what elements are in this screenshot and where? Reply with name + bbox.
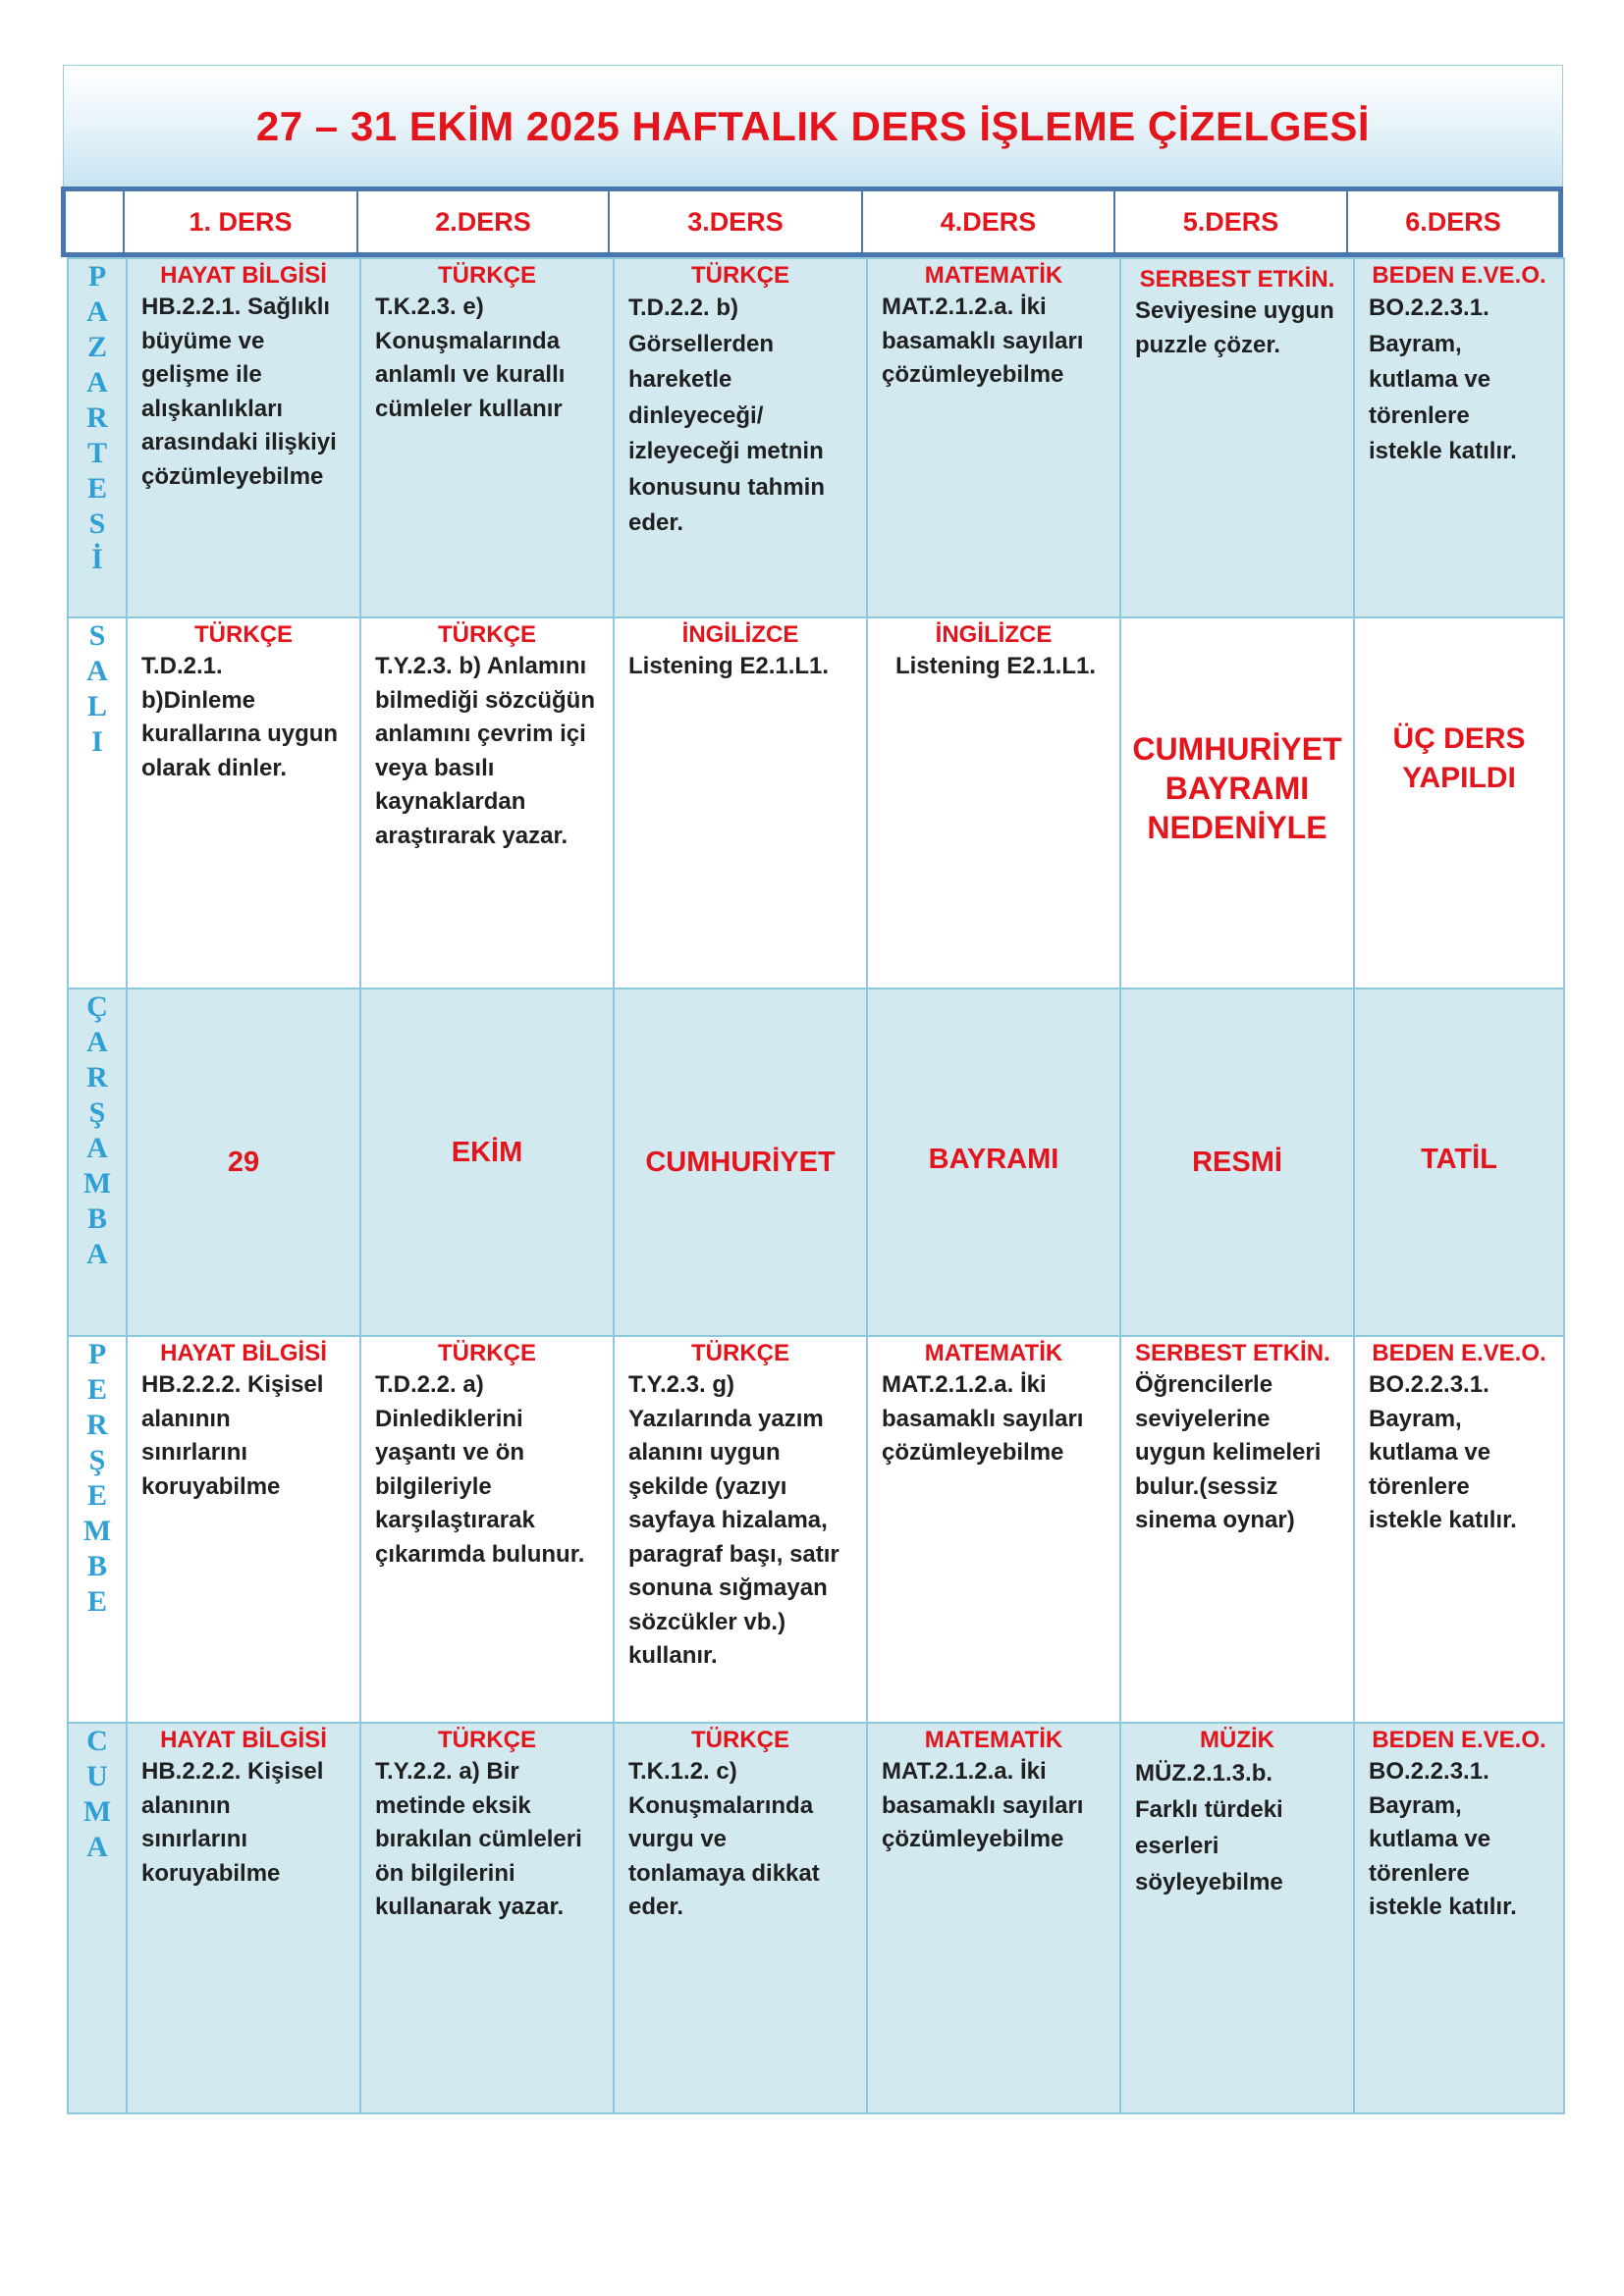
day-letter: R [86, 1061, 108, 1094]
day-row-tuesday [68, 617, 1564, 988]
subject-label: TÜRKÇE [691, 262, 789, 289]
subject-label: TÜRKÇE [438, 262, 536, 289]
header-lesson-6: 6.DERS [1346, 191, 1558, 252]
subject-label: SERBEST ETKİN. [1139, 266, 1335, 293]
day-letters [69, 618, 126, 760]
lesson-cell [360, 617, 614, 988]
objective-text: T.Y.2.3. g) Yazılarında yazım alanını uygun şekilde (yazıyı sayfaya hizalama, paragraf başı, satır sonuna sığmayan sözcükler vb.) kullanır. [628, 1371, 839, 1669]
day-letter: Z [86, 331, 107, 363]
holiday-cell [360, 988, 614, 1336]
day-letter: E [86, 472, 107, 505]
objective-text: BO.2.2.3.1. Bayram, kutlama ve törenlere istekle katılır. [1369, 1371, 1517, 1533]
lesson-cell [614, 617, 867, 988]
day-letters [69, 1724, 126, 1865]
objective-text: MAT.2.1.2.a. İki basamaklı sayıları çözümleyebilme [882, 294, 1084, 388]
objective-text: MAT.2.1.2.a. İki basamaklı sayıları çözümleyebilme [882, 1758, 1084, 1852]
objective-text: MAT.2.1.2.a. İki basamaklı sayıları çözümleyebilme [882, 1371, 1084, 1466]
subject-label: HAYAT BİLGİSİ [160, 1727, 327, 1753]
header-lesson-5: 5.DERS [1113, 191, 1346, 252]
holiday-cell [867, 988, 1120, 1336]
subject-label: BEDEN E.VE.O. [1372, 1727, 1546, 1753]
day-row-monday [68, 258, 1564, 617]
day-letter: M [82, 1515, 112, 1547]
lesson-cell [127, 258, 360, 617]
day-letter: Ş [88, 1444, 106, 1476]
day-letter: B [86, 1202, 107, 1235]
day-letter: A [86, 295, 108, 328]
objective-text: MÜZ.2.1.3.b. Farklı türdeki eserleri söyleyebilme [1135, 1760, 1283, 1896]
day-letter: A [86, 366, 108, 399]
holiday-cell [1120, 988, 1354, 1336]
subject-label: TÜRKÇE [194, 621, 293, 648]
header-corner [66, 191, 123, 252]
day-letters [69, 1337, 126, 1620]
lesson-cell [360, 1336, 614, 1723]
holiday-note: CUMHURİYET BAYRAMI NEDENİYLE [1132, 731, 1342, 845]
day-letter: I [91, 725, 103, 758]
subject-label: HAYAT BİLGİSİ [160, 262, 327, 289]
day-letter: P [87, 1338, 107, 1370]
day-letter: A [86, 1132, 108, 1164]
day-label-wednesday [68, 988, 127, 1336]
day-letter: Ç [86, 990, 108, 1023]
holiday-word: CUMHURİYET [645, 1146, 836, 1178]
lesson-cell [1354, 1723, 1564, 2113]
day-letter: S [88, 619, 106, 652]
lesson-cell [614, 258, 867, 617]
subject-label: TÜRKÇE [691, 1727, 789, 1753]
day-letter: U [86, 1760, 108, 1792]
schedule-table [67, 257, 1565, 2114]
objective-text: HB.2.2.2. Kişisel alanının sınırlarını koruyabilme [141, 1371, 324, 1500]
day-letters [69, 259, 126, 577]
objective-text: T.D.2.2. b) Görsellerden hareketle dinleyeceği/ izleyeceği metnin konusunu tahmin eder. [628, 294, 825, 536]
header-lesson-3: 3.DERS [608, 191, 861, 252]
objective-text: Öğrencilerle seviyelerine uygun kelimeleri bulur.(sessiz sinema oynar) [1135, 1371, 1322, 1533]
day-letter: P [87, 260, 107, 293]
day-label-friday [68, 1723, 127, 2113]
subject-label: MATEMATİK [924, 1340, 1063, 1366]
objective-text: T.D.2.2. a) Dinlediklerini yaşantı ve ön bilgileriyle karşılaştırarak çıkarımda bulunur. [375, 1371, 585, 1568]
holiday-cell [127, 988, 360, 1336]
subject-label: HAYAT BİLGİSİ [160, 1340, 327, 1366]
lesson-cell [867, 617, 1120, 988]
day-letter: E [86, 1373, 107, 1406]
header-lesson-2: 2.DERS [356, 191, 608, 252]
day-letter: A [86, 1831, 108, 1863]
day-row-thursday [68, 1336, 1564, 1723]
day-letter: S [88, 507, 106, 540]
lesson-cell [614, 1336, 867, 1723]
day-letter: M [82, 1795, 112, 1828]
day-label-monday [68, 258, 127, 617]
subject-label: İNGİLİZCE [935, 621, 1053, 648]
lesson-cell [1354, 258, 1564, 617]
holiday-word: BAYRAMI [928, 1143, 1059, 1175]
objective-text: HB.2.2.1. Sağlıklı büyüme ve gelişme ile alışkanlıkları arasındaki ilişkiyi çözümleyebilme [141, 294, 337, 490]
lesson-cell [1354, 1336, 1564, 1723]
day-letter: İ [91, 543, 103, 575]
day-letter: E [86, 1585, 107, 1618]
lesson-cell [360, 258, 614, 617]
objective-text: BO.2.2.3.1. Bayram, kutlama ve törenlere istekle katılır. [1369, 294, 1517, 464]
objective-text: BO.2.2.3.1. Bayram, kutlama ve törenlere istekle katılır. [1369, 1758, 1517, 1920]
lesson-header-row [61, 187, 1563, 257]
subject-label: TÜRKÇE [438, 1340, 536, 1366]
objective-text: T.Y.2.2. a) Bir metinde eksik bırakılan cümleleri ön bilgilerini kullanarak yazar. [375, 1758, 582, 1920]
holiday-word: TATİL [1421, 1143, 1497, 1175]
holiday-cell [614, 988, 867, 1336]
objective-text: HB.2.2.2. Kişisel alanının sınırlarını koruyabilme [141, 1758, 324, 1887]
lessons-done-note: ÜÇ DERS YAPILDI [1392, 722, 1526, 794]
day-letter: M [82, 1167, 112, 1200]
day-letter: A [86, 1026, 108, 1058]
day-letter: L [86, 690, 107, 722]
page-title: 27 – 31 EKİM 2025 HAFTALIK DERS İŞLEME ÇİZELGESİ [255, 102, 1371, 149]
subject-label: MATEMATİK [924, 1727, 1063, 1753]
day-letter: C [86, 1725, 108, 1757]
subject-label: MÜZİK [1200, 1727, 1274, 1753]
objective-text: Listening E2.1.L1. [628, 653, 830, 679]
lesson-cell [127, 1723, 360, 2113]
subject-label: TÜRKÇE [691, 1340, 789, 1366]
day-row-friday [68, 1723, 1564, 2113]
header-lesson-4: 4.DERS [861, 191, 1113, 252]
day-letter: R [86, 401, 108, 434]
day-label-thursday [68, 1336, 127, 1723]
objective-text: T.K.2.3. e) Konuşmalarında anlamlı ve kurallı cümleler kullanır [375, 294, 566, 422]
title-banner [63, 65, 1563, 187]
lesson-cell [867, 258, 1120, 617]
objective-text: T.Y.2.3. b) Anlamını bilmediği sözcüğün anlamını çevrim içi veya basılı kaynaklardan araştırarak yazar. [375, 653, 596, 849]
day-letter: E [86, 1479, 107, 1512]
objective-text: Listening E2.1.L1. [894, 653, 1097, 679]
subject-label: İNGİLİZCE [681, 621, 799, 648]
day-row-wednesday [68, 988, 1564, 1336]
objective-text: T.D.2.1. b)Dinleme kurallarına uygun olarak dinler. [141, 653, 339, 781]
lesson-cell [1120, 258, 1354, 617]
lesson-cell [867, 1336, 1120, 1723]
subject-label: SERBEST ETKİN. [1135, 1340, 1330, 1366]
subject-label: TÜRKÇE [438, 621, 536, 648]
day-letter: B [86, 1550, 107, 1582]
lesson-cell [867, 1723, 1120, 2113]
day-letter: R [86, 1409, 108, 1441]
lesson-cell [360, 1723, 614, 2113]
lesson-cell [1120, 1336, 1354, 1723]
lesson-cell [1120, 1723, 1354, 2113]
day-letter: T [86, 437, 107, 469]
day-label-tuesday [68, 617, 127, 988]
objective-text: T.K.1.2. c) Konuşmalarında vurgu ve tonlamaya dikkat eder. [628, 1758, 820, 1920]
holiday-word: RESMİ [1192, 1146, 1282, 1178]
subject-label: BEDEN E.VE.O. [1372, 1340, 1546, 1366]
subject-label: MATEMATİK [924, 262, 1063, 289]
lesson-cell [1354, 617, 1564, 988]
holiday-word: EKİM [451, 1136, 523, 1168]
lesson-cell [127, 617, 360, 988]
day-letters [69, 989, 126, 1272]
lesson-cell [614, 1723, 867, 2113]
lesson-cell [1120, 617, 1354, 988]
objective-text: Seviyesine uygun puzzle çözer. [1135, 297, 1334, 358]
day-letter: Ş [88, 1096, 106, 1129]
holiday-cell [1354, 988, 1564, 1336]
header-lesson-1: 1. DERS [123, 191, 356, 252]
lesson-cell [127, 1336, 360, 1723]
day-letter: A [86, 655, 108, 687]
subject-label: TÜRKÇE [438, 1727, 536, 1753]
subject-label: BEDEN E.VE.O. [1372, 262, 1546, 289]
day-letter: A [86, 1238, 108, 1270]
holiday-word: 29 [227, 1146, 260, 1178]
